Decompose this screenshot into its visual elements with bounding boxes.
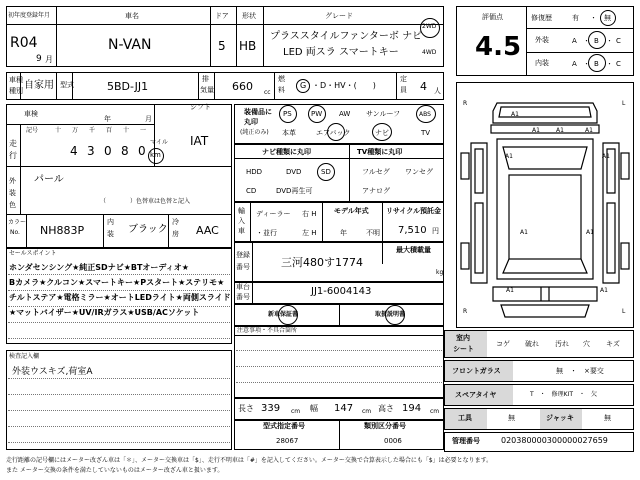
model-code-value: 5BD-JJ1: [107, 80, 149, 93]
inspection-month-unit: 月: [145, 115, 152, 123]
type-label-2: 種別: [9, 87, 23, 95]
length-unit: cm: [291, 408, 301, 415]
exterior-color: パール: [34, 174, 64, 185]
mileage-unit-mile: マイル: [150, 139, 168, 146]
footer-line-1: 走行距離の記号欄にはメーター改ざん車は「＊」、メーター交換車は「$」、走行不明車は「#」を記入してください。メーター交換で合算表示した場合にも「$」は必要となります。: [6, 457, 493, 464]
navi-sd: SD: [321, 168, 331, 176]
recycle-label: リサイクル預託金: [386, 207, 442, 215]
recycle-value: 7,510: [398, 225, 427, 236]
mileage-head-2: 千: [89, 127, 96, 134]
usage-divider: [20, 72, 21, 100]
equip-abs: ABS: [419, 111, 431, 118]
sales-points-label: セールスポイント: [9, 250, 57, 257]
designation-label: 型式指定番号: [263, 422, 305, 430]
chassis-value: JJ1-6004143: [311, 286, 372, 297]
chassis-label-2: 番号: [236, 293, 250, 301]
exterior-note: （ ）色替車は色替と記入: [100, 198, 191, 205]
repair-yes: 有: [572, 14, 579, 22]
equip-leather: 本革: [282, 129, 296, 137]
color-code-value: NH883P: [40, 224, 85, 237]
warranty-divider: [339, 304, 340, 326]
int-c: C: [616, 60, 621, 68]
int-a: A: [572, 60, 577, 68]
model-name-label: 車名: [125, 12, 139, 20]
shift-label: シフト: [190, 103, 211, 111]
int-sep-1: ・: [583, 60, 590, 68]
fuel-options: ・D・HV・( ): [312, 81, 376, 90]
designation-divider: [339, 420, 340, 450]
model-year-unit: 年: [340, 229, 347, 237]
jack-label: ジャッキ: [546, 414, 574, 422]
interior-divider: [103, 214, 104, 248]
repair-no: 無: [604, 14, 611, 22]
diagram-mark-3: A1: [556, 127, 564, 134]
management-label: 管理番号: [452, 437, 480, 445]
mileage-digit-2: 0: [104, 144, 112, 158]
navi-dvd: DVD: [286, 168, 302, 176]
navi-dvd-play: DVD再生可: [276, 187, 313, 195]
seat-item-5: キズ: [606, 340, 620, 348]
diagram-mark-10: A1: [600, 287, 608, 294]
score-value: 4.5: [475, 32, 522, 62]
grade-line-1: プラススタイルファンターボ ナビ: [270, 31, 423, 42]
jack-value: 無: [604, 414, 611, 422]
notes-line-b: [8, 394, 230, 395]
displacement-label-1: 排: [202, 75, 209, 83]
tools-label: 工具: [458, 414, 472, 422]
diagram-mark-8: A1: [586, 229, 594, 236]
registration-label-2: 番号: [236, 263, 250, 271]
ext-label: 外装: [535, 36, 549, 44]
mileage-head-5: 一: [140, 127, 147, 134]
shift-value: IAT: [190, 134, 209, 148]
class-value: 0006: [384, 437, 402, 445]
seat-item-3: 汚れ: [555, 340, 569, 348]
registration-divider: [252, 242, 253, 282]
drive-2wd: 2WD: [422, 23, 437, 30]
repair-sep: ・: [590, 14, 597, 22]
warranty-manual: 取扱説明書: [375, 311, 406, 318]
mileage-head-3: 百: [106, 127, 113, 134]
score-label: 評価点: [482, 13, 503, 21]
chassis-label-1: 車台: [236, 283, 250, 291]
int-label: 内装: [535, 59, 549, 67]
capacity-unit: 人: [434, 87, 441, 95]
svg-text:R: R: [463, 308, 468, 315]
color-code-divider: [26, 214, 27, 248]
interior-label-2: 装: [107, 230, 114, 238]
fuel-label-2: 料: [278, 86, 285, 94]
sales-line-c: [8, 306, 230, 307]
import-label-1: 輸: [238, 207, 245, 215]
capacity-divider: [396, 72, 397, 100]
doors-value: 5: [218, 39, 226, 53]
model-year-unknown: 不明: [366, 229, 380, 237]
navi-type-label: ナビ種類に丸印: [262, 148, 311, 156]
mileage-label-2: 行: [9, 151, 17, 160]
equip-ps: PS: [283, 110, 292, 118]
shape-value: HB: [239, 39, 257, 53]
length-value: 339: [261, 403, 281, 414]
model-name: N-VAN: [108, 37, 152, 53]
mileage-digit-0: 4: [70, 144, 78, 158]
ext-c: C: [616, 37, 621, 45]
sales-line-b: [8, 290, 230, 291]
notes-box: [234, 326, 444, 398]
registration-month: 9: [36, 54, 42, 64]
exterior-label-1: 外: [9, 177, 16, 185]
length-label: 長さ: [238, 404, 254, 413]
notes-line-d: [8, 426, 230, 427]
import-right: 右 H: [302, 210, 317, 218]
svg-text:L: L: [622, 100, 626, 107]
capacity-value: 4: [420, 80, 427, 93]
model-year-divider: [322, 202, 323, 242]
width-label: 幅: [310, 404, 318, 413]
score-divider: [526, 6, 527, 76]
capacity-label-2: 員: [400, 86, 407, 94]
equip-sunroof: サンルーフ: [366, 110, 401, 118]
notes-dl-b: [236, 366, 442, 367]
tv-oneseg: ワンセグ: [405, 168, 433, 176]
import-label-2: 入: [238, 217, 245, 225]
shift-bottom-line: [6, 166, 232, 167]
tv-fullseg: フルセグ: [362, 168, 390, 176]
import-parallel: ・並行: [256, 229, 277, 237]
seat-item-2: 破れ: [525, 340, 539, 348]
mileage-digit-4: 0: [138, 144, 146, 158]
notes-line-a: [8, 378, 230, 379]
notes-dl-c: [236, 382, 442, 383]
grade-label: グレード: [325, 12, 353, 20]
import-dealer: ディーラー: [256, 210, 291, 218]
notes-line-e: [8, 442, 230, 443]
navi-cd: CD: [246, 187, 257, 195]
navi-hdd: HDD: [246, 168, 263, 176]
fuel-divider: [274, 72, 275, 100]
max-load-label: 最大積載量: [396, 246, 431, 254]
interior-label-1: 内: [107, 218, 114, 226]
equipment-label-1: 装備品に: [244, 108, 272, 116]
sales-line-d: [8, 322, 230, 323]
type-label-1: 車種: [9, 76, 23, 84]
mileage-divider: [20, 124, 21, 166]
color-code-label-2: No.: [10, 229, 20, 236]
displacement-unit: cc: [264, 89, 271, 96]
disp-divider-2: [214, 72, 215, 100]
import-divider: [250, 202, 251, 242]
tv-analog: アナログ: [362, 187, 390, 195]
capacity-label-1: 定: [400, 75, 407, 83]
tv-type-label: TV種類に丸印: [357, 148, 403, 156]
recycle-unit: 円: [432, 227, 439, 235]
usage-value: 自家用: [24, 80, 54, 91]
exterior-divider: [20, 166, 21, 214]
max-load-unit: kg: [436, 269, 444, 276]
equip-tv: TV: [421, 129, 431, 137]
front-glass-label: フロントガラス: [452, 367, 501, 375]
mileage-head-1: 万: [72, 127, 79, 134]
sales-point-3: チルトステア★電格ミラー★オートLEDライト★両側スライド: [9, 293, 231, 302]
diagram-mark-7: A1: [520, 229, 528, 236]
diagram-mark-9: A1: [506, 287, 514, 294]
inspector-notes-label: 検査記入欄: [9, 353, 40, 360]
equip-navi: ナビ: [375, 129, 389, 137]
grade-line-2: LED 両スラ スマートキー: [283, 47, 399, 58]
mileage-digit-3: 8: [121, 144, 129, 158]
width-value: 147: [334, 403, 354, 414]
inspection-label: 車検: [24, 110, 38, 118]
model-code-label: 型式: [60, 81, 74, 89]
spare-tire-label: スペアタイヤ: [455, 391, 497, 399]
displacement-value: 660: [232, 80, 253, 93]
shape-label: 形状: [242, 12, 256, 20]
registration-year-label: 初年度登録年月: [8, 12, 51, 19]
ext-sep-2: ・: [606, 37, 613, 45]
disp-divider: [198, 72, 199, 100]
mileage-note: 記号: [26, 127, 39, 134]
usage-divider-2: [56, 72, 57, 100]
exterior-label-2: 装: [9, 189, 16, 197]
footer-line-2: また メーター交換の条件を満たしていないものはメーター改ざん車と扱います。: [6, 467, 224, 474]
model-code-divider: [72, 72, 73, 100]
inspection-divider: [6, 124, 154, 125]
seat-item-1: コゲ: [496, 340, 510, 348]
diagram-mark-4: A1: [585, 127, 593, 134]
repair-label: 修復歴: [531, 14, 552, 22]
notes-header-line: [234, 335, 444, 336]
mileage-unit-km: km: [150, 151, 161, 159]
spare-tire-value: T ・ 修理KIT ・ 欠: [530, 391, 598, 398]
inspection-year-unit: 年: [104, 115, 111, 123]
equip-aw: AW: [339, 110, 351, 118]
displacement-label-2: 気量: [200, 86, 214, 94]
sales-point-1: ホンダセンシング★純正SDナビ★BTオーディオ★: [9, 263, 189, 272]
seat-item-4: 穴: [583, 340, 590, 348]
diagram-mark-5: A1: [505, 153, 513, 160]
mileage-label-1: 走: [9, 139, 17, 148]
ext-line: [526, 52, 634, 53]
shift-divider: [154, 104, 155, 166]
registration-value: 三河480す1774: [281, 256, 363, 269]
registration-month-unit: 月: [45, 55, 53, 64]
registration-label-1: 登録: [236, 251, 250, 259]
color-code-label: カラー: [8, 219, 27, 226]
designation-value: 28067: [276, 437, 299, 445]
equip-pw: PW: [311, 110, 323, 118]
interior-seat-label-2: シート: [453, 345, 474, 353]
repair-line: [526, 28, 634, 29]
ac-label-1: 冷: [172, 218, 179, 226]
import-label-3: 車: [238, 227, 245, 235]
model-year-label: モデル年式: [334, 207, 369, 215]
mileage-head-4: 十: [123, 127, 130, 134]
registration-era-year: R04: [10, 35, 38, 51]
sales-line-a: [8, 274, 230, 275]
front-glass-value: 無 ・ ×要交: [556, 367, 604, 375]
doors-label: ドア: [215, 12, 229, 20]
svg-text:R: R: [463, 100, 468, 107]
height-unit: cm: [430, 408, 440, 415]
exterior-label-3: 色: [9, 201, 16, 209]
notes-line-c: [8, 410, 230, 411]
int-b: B: [594, 60, 599, 68]
class-label: 類別区分番号: [364, 422, 406, 430]
inspector-notes-line-1: 外装ウスキズ,荷室A: [12, 367, 93, 377]
ext-sep-1: ・: [583, 37, 590, 45]
ext-a: A: [572, 37, 577, 45]
height-value: 194: [402, 403, 422, 414]
ext-b: B: [594, 37, 599, 45]
mileage-digit-1: 3: [87, 144, 95, 158]
equip-airbag: エアバック: [316, 129, 351, 137]
ac-divider: [168, 214, 169, 248]
inspector-notes-box: [6, 350, 232, 450]
sales-point-2: Bカメラ★クルコン★スマートキー★Pスタート★ステリモ★: [9, 278, 225, 287]
ac-value: AAC: [196, 224, 219, 237]
diagram-mark-2: A1: [532, 127, 540, 134]
ac-label-2: 房: [172, 230, 179, 238]
equipment-label-2: 丸印: [244, 118, 258, 126]
sales-point-4: ★マットバイザー★UV/IRガラス★USB/ACソケット: [9, 308, 200, 317]
interior-color: ブラック: [128, 224, 168, 235]
equipment-label-3: (純正のみ): [240, 129, 269, 136]
mileage-head-0: 十: [55, 127, 62, 134]
interior-seat-label-1: 室内: [456, 334, 470, 342]
exterior-bottom-line: [6, 214, 232, 215]
fuel-g: G: [300, 81, 307, 90]
drive-4wd: 4WD: [422, 49, 437, 56]
import-left: 左 H: [302, 229, 317, 237]
height-label: 高さ: [378, 404, 394, 413]
chassis-divider: [252, 282, 253, 304]
diagram-mark-1: A1: [511, 111, 519, 118]
notes-label: 注意事項・不具合箇所: [237, 327, 298, 334]
warranty-booklet: 新車保証書: [268, 311, 299, 318]
diagram-mark-6: A1: [602, 153, 610, 160]
tools-value: 無: [508, 414, 515, 422]
sales-line-e: [8, 338, 230, 339]
svg-text:L: L: [622, 308, 626, 315]
width-unit: cm: [362, 408, 372, 415]
fuel-label-1: 燃: [278, 75, 285, 83]
management-value: 020380000300000027659: [501, 436, 608, 445]
int-sep-2: ・: [606, 60, 613, 68]
notes-dl-a: [236, 350, 442, 351]
